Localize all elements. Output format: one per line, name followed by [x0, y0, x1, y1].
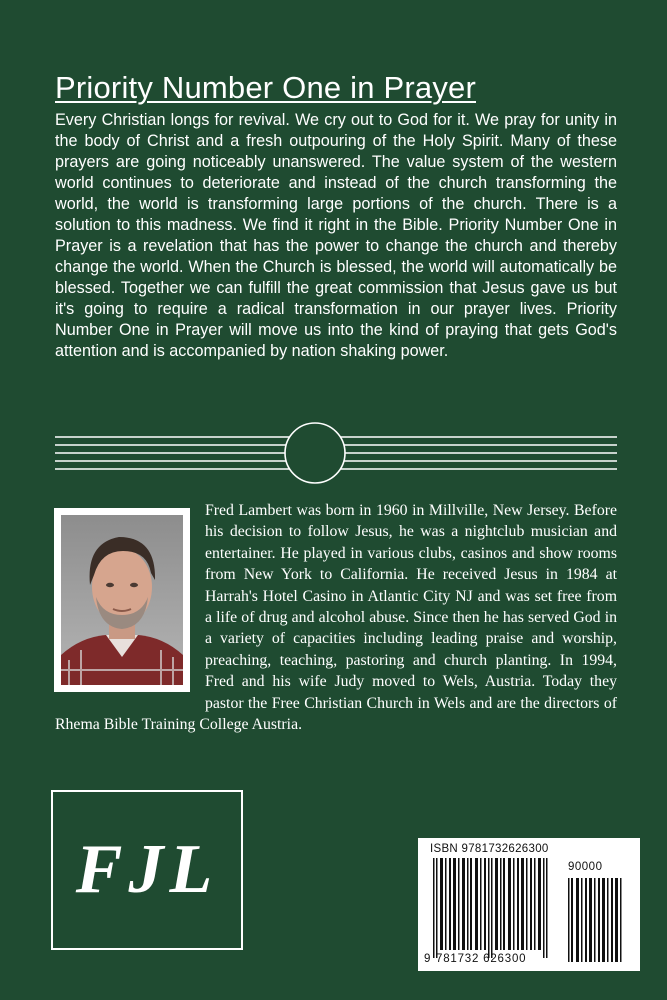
publisher-logo-mark [53, 792, 241, 948]
barcode-digits: 781732 626300 [436, 953, 527, 965]
barcode-lead-digit: 9 [424, 953, 432, 965]
book-title: Priority Number One in Prayer [55, 70, 476, 105]
author-photo [61, 515, 183, 685]
author-photo-frame [54, 508, 190, 692]
isbn-label: ISBN 9781732626300 [430, 843, 549, 855]
svg-text:FJL: FJL [75, 831, 219, 908]
price-code: 90000 [568, 861, 603, 873]
barcode-number [424, 953, 556, 965]
isbn-barcode [418, 838, 640, 971]
book-description: Every Christian longs for revival. We cry out to God for it. We pray for unity in the body of Christ and a fresh outpouring of the Holy Spirit. Many of these prayers are going noticeably unanswered. The value system of the western world continues to deteriorate and instead of the church transforming the world, the world is transforming large portions of the church. There is a solution to this madness. We find it right in the Bible. Priority Number One in Prayer is a revelation that has the power to change the church and thereby change the world. When the Church is blessed, the world will automatically be blessed. Together we can fulfill the great commission that Jesus gave us but it's going to require a radical transformation in our prayer lives. Priority Number One in Prayer will move us into the kind of praying that gets God's attention and is accompanied by nation shaking power. [55, 111, 617, 360]
publisher-logo [51, 790, 243, 950]
ean-barcode-bars [418, 838, 640, 971]
author-bio-text: Fred Lambert was born in 1960 in Millville, New Jersey. Before his decision to follow Jesus, he was a nightclub musician and entertainer. He played in various clubs, casinos and show rooms from New York to California. He received Jesus in 1984 at Harrah's Hotel Casino in Atlantic City NJ and was set free from a life of drug and alcohol abuse. Since then he has served God in a variety of capacities including leading praise and worship, preaching, teaching, pastoring and church planting. In 1994, Fred and his wife Judy moved to Wels, Austria. Today they pastor the Free Christian Church in Wels and are the directors of Rhema Bible Training College Austria. [55, 502, 617, 734]
music-staff-divider [55, 420, 617, 490]
